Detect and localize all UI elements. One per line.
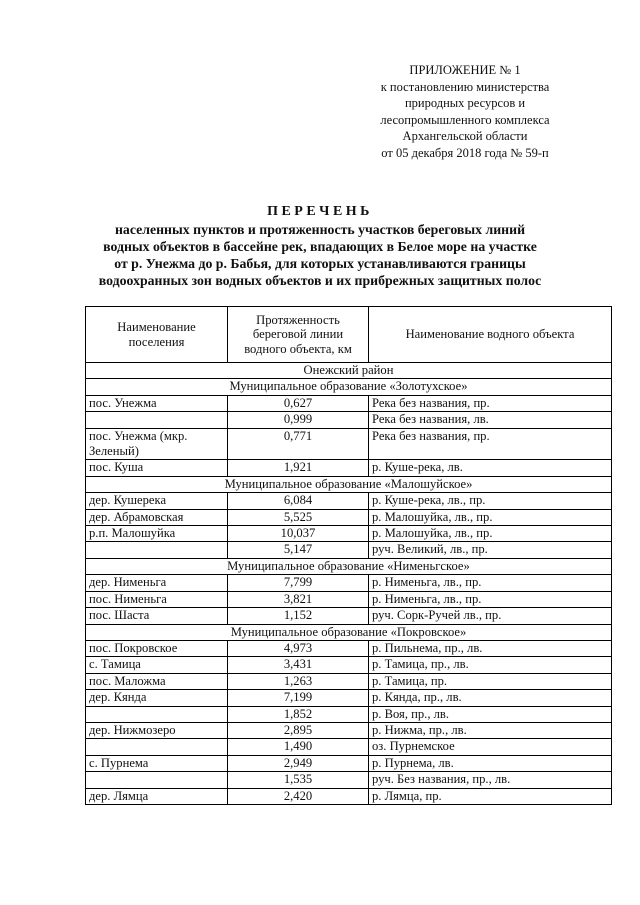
table-row <box>86 428 612 460</box>
table-row <box>86 772 612 788</box>
cell-settlement <box>86 772 228 788</box>
cell-water: р. Тамица, пр., лв. <box>369 657 612 673</box>
cell-settlement: пос. Унежма (мкр. Зеленый) <box>86 428 228 460</box>
table-row <box>86 608 612 624</box>
cell-settlement <box>86 739 228 755</box>
cell-settlement: с. Тамица <box>86 657 228 673</box>
cell-length: 1,263 <box>228 673 369 689</box>
cell-length: 1,852 <box>228 706 369 722</box>
cell-length: 0,999 <box>228 412 369 428</box>
cell-length: 2,895 <box>228 722 369 738</box>
cell-water: р. Малошуйка, лв., пр. <box>369 509 612 525</box>
title-line: населенных пунктов и протяженность участков береговых линий <box>114 222 526 237</box>
cell-settlement: пос. Куша <box>86 460 228 476</box>
settlements-table <box>85 306 612 805</box>
header-water: Наименование водного объекта <box>369 307 612 363</box>
cell-water: р. Кянда, пр., лв. <box>369 690 612 706</box>
title-line: водоохранных зон водных объектов и их прибрежных защитных полос <box>98 273 542 288</box>
cell-settlement: дер. Нижмозеро <box>86 722 228 738</box>
table-row <box>86 412 612 428</box>
section-name: Муниципальное образование «Малошуйское» <box>86 476 612 492</box>
title-heading: ПЕРЕЧЕНЬ <box>267 204 373 219</box>
table-row <box>86 575 612 591</box>
cell-length: 10,037 <box>228 526 369 542</box>
section-name: Муниципальное образование «Покровское» <box>86 624 612 640</box>
table-row <box>86 722 612 738</box>
cell-length: 6,084 <box>228 493 369 509</box>
cell-length: 1,921 <box>228 460 369 476</box>
header-length: Протяженность береговой линии водного объекта, км <box>228 307 369 363</box>
header-settlement: Наименование поселения <box>86 307 228 363</box>
table-body <box>86 363 612 805</box>
table-row <box>86 690 612 706</box>
cell-water: р. Куше-река, лв., пр. <box>369 493 612 509</box>
cell-settlement: дер. Кушерека <box>86 493 228 509</box>
cell-length: 0,771 <box>228 428 369 460</box>
cell-water: р. Тамица, пр. <box>369 673 612 689</box>
table-row <box>86 640 612 656</box>
table-row <box>86 493 612 509</box>
cell-length: 2,949 <box>228 755 369 771</box>
cell-length: 7,799 <box>228 575 369 591</box>
cell-length: 4,973 <box>228 640 369 656</box>
cell-settlement: с. Пурнема <box>86 755 228 771</box>
cell-length: 0,627 <box>228 395 369 411</box>
table-row <box>86 460 612 476</box>
cell-water: руч. Без названия, пр., лв. <box>369 772 612 788</box>
title-line: водных объектов в бассейне рек, впадающих в Белое море на участке <box>103 239 537 254</box>
table-header-row <box>86 307 612 363</box>
cell-water: р. Нименьга, лв., пр. <box>369 575 612 591</box>
cell-length: 1,490 <box>228 739 369 755</box>
cell-water: р. Нижма, пр., лв. <box>369 722 612 738</box>
section-row <box>86 558 612 574</box>
table-row <box>86 673 612 689</box>
appendix-line: лесопромышленного комплекса <box>380 112 550 127</box>
section-row <box>86 624 612 640</box>
cell-settlement: пос. Унежма <box>86 395 228 411</box>
cell-water: Река без названия, пр. <box>369 395 612 411</box>
cell-water: р. Малошуйка, лв., пр. <box>369 526 612 542</box>
cell-length: 5,525 <box>228 509 369 525</box>
cell-water: р. Лямца, пр. <box>369 788 612 804</box>
table-row <box>86 591 612 607</box>
cell-settlement: дер. Нименьга <box>86 575 228 591</box>
cell-length: 7,199 <box>228 690 369 706</box>
cell-length: 1,152 <box>228 608 369 624</box>
cell-water: р. Воя, пр., лв. <box>369 706 612 722</box>
cell-water: руч. Сорк-Ручей лв., пр. <box>369 608 612 624</box>
table-row <box>86 657 612 673</box>
cell-settlement: пос. Нименьга <box>86 591 228 607</box>
section-name: Муниципальное образование «Золотухское» <box>86 379 612 395</box>
cell-length: 3,431 <box>228 657 369 673</box>
cell-water: р. Куше-река, лв. <box>369 460 612 476</box>
document-title <box>0 203 640 289</box>
appendix-line: ПРИЛОЖЕНИЕ № 1 <box>409 63 521 77</box>
cell-length: 2,420 <box>228 788 369 804</box>
table-row <box>86 526 612 542</box>
table-row <box>86 788 612 804</box>
cell-length: 5,147 <box>228 542 369 558</box>
cell-water: р. Пильнема, пр., лв. <box>369 640 612 656</box>
table-row <box>86 755 612 771</box>
appendix-line: природных ресурсов и <box>404 96 526 111</box>
cell-settlement: р.п. Малошуйка <box>86 526 228 542</box>
table-row <box>86 542 612 558</box>
cell-settlement: пос. Покровское <box>86 640 228 656</box>
appendix-line: к постановлению министерства <box>380 79 550 94</box>
cell-settlement <box>86 412 228 428</box>
section-row <box>86 476 612 492</box>
region-name: Онежский район <box>86 363 612 379</box>
cell-water: Река без названия, пр. <box>369 428 612 460</box>
cell-settlement: пос. Шаста <box>86 608 228 624</box>
table-row <box>86 739 612 755</box>
section-name: Муниципальное образование «Нименьгское» <box>86 558 612 574</box>
section-row <box>86 379 612 395</box>
cell-length: 3,821 <box>228 591 369 607</box>
cell-water: Река без названия, лв. <box>369 412 612 428</box>
region-row <box>86 363 612 379</box>
cell-settlement: пос. Маложма <box>86 673 228 689</box>
table-row <box>86 706 612 722</box>
cell-settlement: дер. Абрамовская <box>86 509 228 525</box>
cell-water: оз. Пурнемское <box>369 739 612 755</box>
table-row <box>86 509 612 525</box>
appendix-line: от 05 декабря 2018 года № 59-п <box>381 145 549 160</box>
title-line: от р. Унежма до р. Бабья, для которых устанавливаются границы <box>114 256 526 271</box>
appendix-block <box>355 62 575 162</box>
cell-settlement <box>86 542 228 558</box>
cell-water: р. Нименьга, лв., пр. <box>369 591 612 607</box>
cell-settlement: дер. Кянда <box>86 690 228 706</box>
table-row <box>86 395 612 411</box>
cell-settlement <box>86 706 228 722</box>
cell-water: руч. Великий, лв., пр. <box>369 542 612 558</box>
cell-length: 1,535 <box>228 772 369 788</box>
cell-water: р. Пурнема, лв. <box>369 755 612 771</box>
appendix-line: Архангельской области <box>402 129 528 144</box>
cell-settlement: дер. Лямца <box>86 788 228 804</box>
